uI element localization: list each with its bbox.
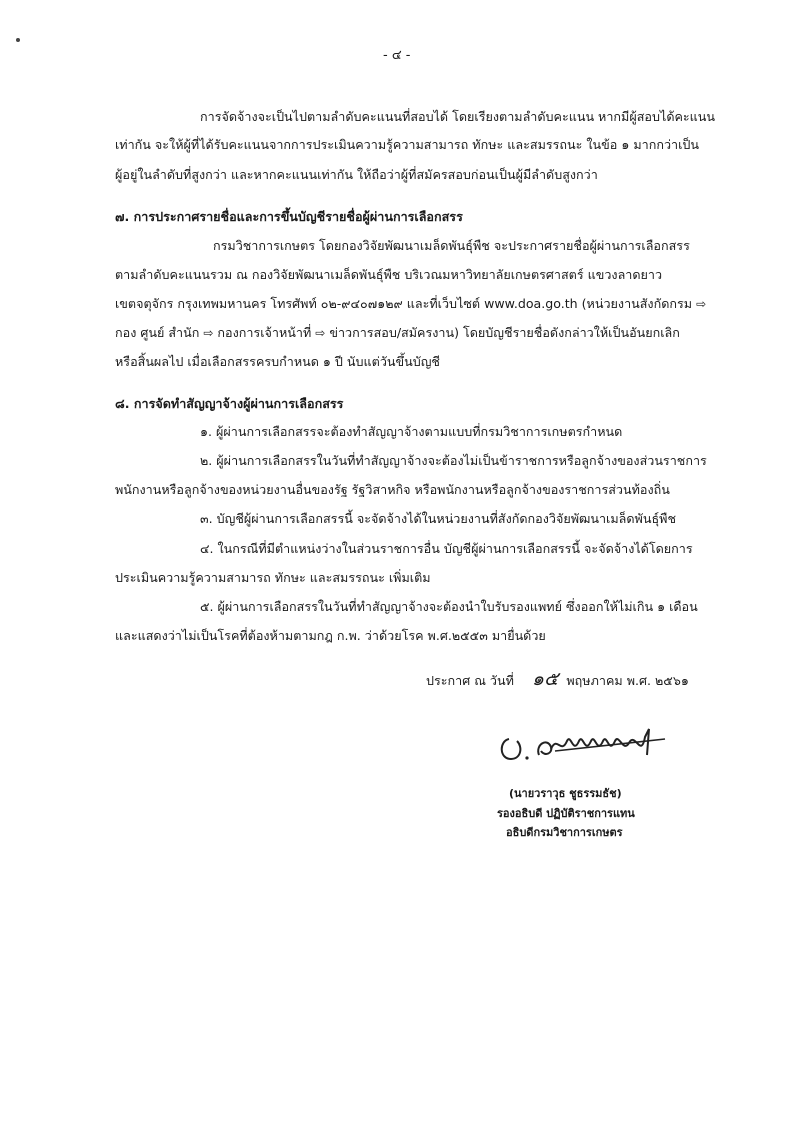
arrow-icon: ⇨ <box>203 326 214 340</box>
page-number: - ๔ - <box>383 48 411 63</box>
signatory-position-2: อธิบดีกรมวิชาการเกษตร <box>506 826 623 839</box>
section-7-line-3 <box>115 295 706 313</box>
section-8-item-4-line-2: ประเมินความรู้ความสามารถ ทักษะ และสมรรถนะ เพิ่มเติม <box>115 570 431 585</box>
arrow-icon: ⇨ <box>315 326 326 340</box>
section-7-line-4 <box>115 324 680 342</box>
intro-line-1: การจัดจ้างจะเป็นไปตามลำดับคะแนนที่สอบได้ โดยเรียงตามลำดับคะแนน หากมีผู้สอบได้คะแนน <box>200 109 716 124</box>
announcement-month-year: พฤษภาคม พ.ศ. ๒๕๖๑ <box>566 673 689 688</box>
section-8-item-5-line-2: และแสดงว่าไม่เป็นโรคที่ต้องห้ามตามกฎ ก.พ. ว่าด้วยโรค พ.ศ.๒๕๕๓ มายื่นด้วย <box>115 628 546 643</box>
signature-image <box>495 725 680 775</box>
announcement-day: ๑๕ <box>531 668 559 690</box>
section-7-line-1: กรมวิชาการเกษตร โดยกองวิจัยพัฒนาเมล็ดพันธุ์พืช จะประกาศรายชื่อผู้ผ่านการเลือกสรร <box>213 238 690 253</box>
section-8-item-2-line-1: ๒. ผู้ผ่านการเลือกสรรในวันที่ทำสัญญาจ้างจะต้องไม่เป็นข้าราชการหรือลูกจ้างของส่วนราชการ <box>200 453 707 468</box>
signatory-name: (นายวราวุธ ชูธรรมธัช) <box>509 787 622 800</box>
section-8-item-2-line-2: พนักงานหรือลูกจ้างของหน่วยงานอื่นของรัฐ รัฐวิสาหกิจ หรือพนักงานหรือลูกจ้างของราชการส่วนท้องถิ่น <box>115 482 670 497</box>
section-7-path-2: กองการเจ้าหน้าที่ <box>217 325 312 340</box>
section-8-heading: ๘. การจัดทำสัญญาจ้างผู้ผ่านการเลือกสรร <box>115 396 344 411</box>
arrow-icon: ⇨ <box>696 297 707 311</box>
intro-line-2: เท่ากัน จะให้ผู้ที่ได้รับคะแนนจากการประเมินความรู้ความสามารถ ทักษะ และสมรรถนะ ในข้อ ๑ มากกว่าเป็น <box>115 137 700 152</box>
section-7-line-3-text: เขตจตุจักร กรุงเทพมหานคร โทรศัพท์ ๐๒-๙๔๐๗๑๒๙ และที่เว็บไซต์ www.doa.go.th (หน่วยงานสังกัดกรม <box>115 296 693 311</box>
signatory-position-1: รองอธิบดี ปฏิบัติราชการแทน <box>497 807 635 820</box>
section-8-item-5-line-1: ๕. ผู้ผ่านการเลือกสรรในวันที่ทำสัญญาจ้างจะต้องนำใบรับรองแพทย์ ซึ่งออกให้ไม่เกิน ๑ เดือน <box>200 599 698 614</box>
announcement-date <box>426 670 689 690</box>
section-8-item-4-line-1: ๔. ในกรณีที่มีตำแหน่งว่างในส่วนราชการอื่น บัญชีผู้ผ่านการเลือกสรรนี้ จะจัดจ้างได้โดยการ <box>200 541 693 556</box>
section-7-path-1: กอง ศูนย์ สำนัก <box>115 325 200 340</box>
scan-mark <box>16 38 20 42</box>
section-7-path-3: ข่าวการสอบ/สมัครงาน) โดยบัญชีรายชื่อดังกล่าวให้เป็นอันยกเลิก <box>329 325 680 340</box>
intro-line-3: ผู้อยู่ในลำดับที่สูงกว่า และหากคะแนนเท่ากัน ให้ถือว่าผู้ที่สมัครสอบก่อนเป็นผู้มีลำดับสูงกว่า <box>115 167 598 182</box>
section-8-item-3: ๓. บัญชีผู้ผ่านการเลือกสรรนี้ จะจัดจ้างได้ในหน่วยงานที่สังกัดกองวิจัยพัฒนาเมล็ดพันธุ์พืช <box>200 511 677 526</box>
section-7-line-2: ตามลำดับคะแนนรวม ณ กองวิจัยพัฒนาเมล็ดพันธุ์พืช บริเวณมหาวิทยาลัยเกษตรศาสตร์ แขวงลาดยาว <box>115 267 663 282</box>
section-7-heading: ๗. การประกาศรายชื่อและการขึ้นบัญชีรายชื่อผู้ผ่านการเลือกสรร <box>115 209 463 224</box>
section-7-line-5: หรือสิ้นผลไป เมื่อเลือกสรรครบกำหนด ๑ ปี นับแต่วันขึ้นบัญชี <box>115 354 440 369</box>
section-8-item-1: ๑. ผู้ผ่านการเลือกสรรจะต้องทำสัญญาจ้างตามแบบที่กรมวิชาการเกษตรกำหนด <box>200 424 623 439</box>
announcement-prefix: ประกาศ ณ วันที่ <box>426 673 514 688</box>
